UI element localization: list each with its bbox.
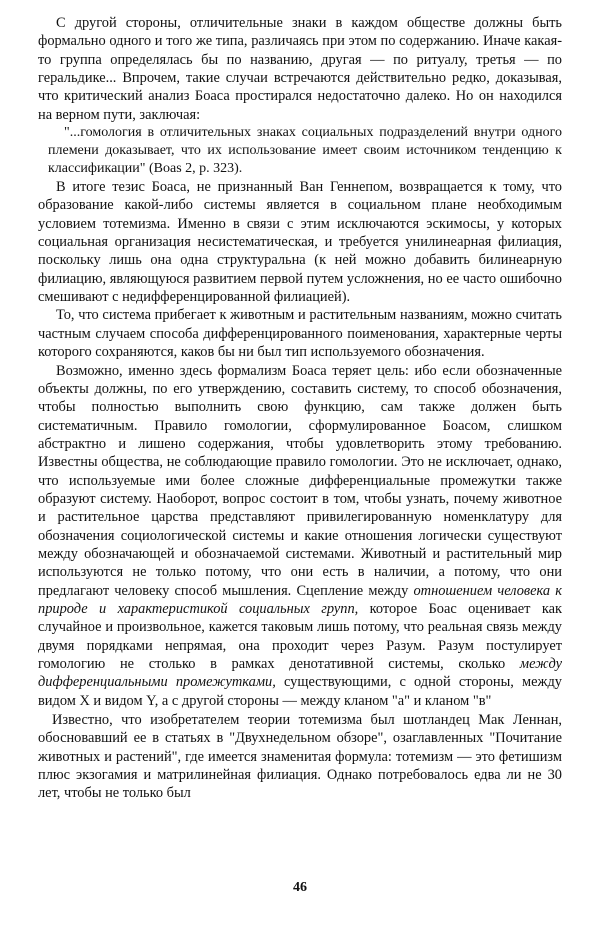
quote-paragraph xyxy=(48,124,562,178)
body-text xyxy=(38,14,562,803)
italic-text: между дифференциальными промежутками, xyxy=(38,656,562,691)
text-run: То, что система прибегает к животным и растительным названиям, можно считать частным случаем способа дифференцированного поименования, характерные черты которого сохраняются, каков бы ни был тип используемого обозначения. xyxy=(38,307,562,361)
paragraph xyxy=(38,362,562,711)
text-run: "...гомология в отличительных знаках социальных подразделений внутри одного племени доказывает, что их использование имеет своим источником тенденцию к классификации" (Boas 2, p. 323). xyxy=(48,125,562,177)
paragraph xyxy=(38,178,562,306)
paragraph xyxy=(38,711,562,803)
page-number: 46 xyxy=(293,880,307,895)
italic-text: отношением человека к природе и характеристикой социальных групп, xyxy=(38,582,563,617)
paragraph xyxy=(38,306,562,361)
text-run: существующими, с одной стороны, между видом X и видом Y, а с другой стороны — между кланом "а" и кланом "в" xyxy=(38,674,563,709)
text-run: которое Боас оценивает как случайное и произвольное, кажется таковым лишь потому, что реальная связь между двумя порядками непрямая, она проходит через Разум. Разум постулирует гомологию не столько в рамках денотативной системы, сколько xyxy=(38,600,562,672)
text-run: Известно, что изобретателем теории тотемизма был шотландец Мак Леннан, обосновавший ее в статьях в "Двухнедельном обзоре", озаглавленных "Почитание животных и растений", где имеется знаменитая формула: тотемизм — это фетишизм плюс экзогамия и матрилинейная филиация. Однако потребовалось едва ли не 30 лет, чтобы не только был xyxy=(38,712,562,802)
text-run: С другой стороны, отличительные знаки в каждом обществе должны быть формально одного и того же типа, различаясь при этом по содержанию. Иначе какая-то группа определялась бы по названию, другая — по ритуалу, третья — по геральдике... Впрочем, такие случаи встречаются действительно редко, доказывая, что критический анализ Боаса простирался недостаточно далеко. Но он находился на верном пути, заключая: xyxy=(38,15,562,123)
text-run: Возможно, именно здесь формализм Боаса теряет цель: ибо если обозначенные объекты должны, по его утверждению, составить систему, то способ обозначения, чтобы полностью выполнить свою функцию, сам также должен быть систематичным. Правило гомологии, сформулированное Боасом, слишком абстрактно и лишено содержания, чтобы удовлетворить этому требованию. Известны общества, не соблюдающие правило гомологии. Это не исключает, однако, что используемые ими более сложные дифференциальные промежутки также образуют систему. Наоборот, вопрос состоит в том, чтобы узнать, почему животное и растительное царства представляют привилегированную номенклатуру для обозначения социологической системы и какие отношения логически существуют между обозначающей и обозначаемой системами. Животный и растительный мир используются не только потому, что они есть в наличии, а потому, что они предлагают человеку способ мышления. Сцепление между xyxy=(38,362,562,599)
text-run: В итоге тезис Боаса, не признанный Ван Геннепом, возвращается к тому, что образование какой-либо системы является в социальном плане необходимым условием тотемизма. Именно в связи с этим исключаются эскимосы, у которых социальная организация несистематическая, и требуется унилинеарная филиация, поскольку лишь она одна структуральна (к ней можно добавить билинеарную филиацию, являющуюся развитием первой путем усложнения, но ее часто ошибочно смешивают с недифференцированной филиацией). xyxy=(38,179,562,306)
paragraph xyxy=(38,14,562,124)
